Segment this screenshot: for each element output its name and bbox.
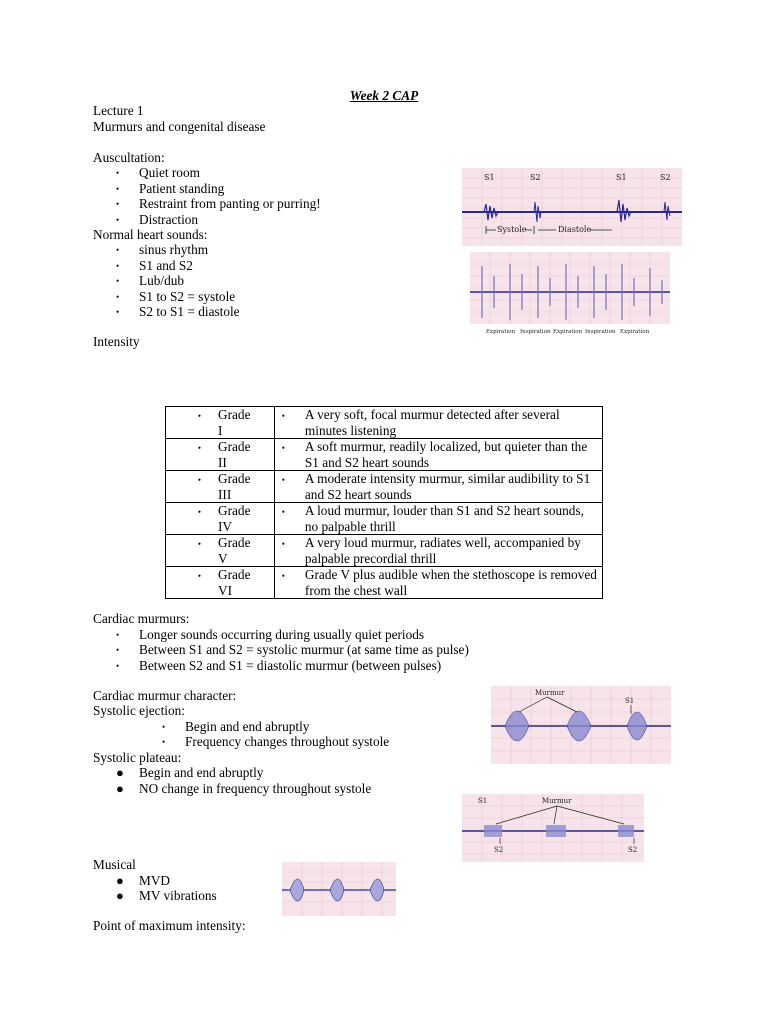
fig2-label-expiration-2: Expiration [553,329,583,335]
musical-murmur-figure [282,862,396,916]
fig2-label-expiration-1: Expiration [486,329,516,335]
fig2-label-expiration-3: Expiration [620,329,650,335]
list-item: • Between S1 and S2 = systolic murmur (at same time as pulse) [116,642,469,657]
table-row [166,535,603,567]
list-item: • Restraint from panting or purring! [116,196,321,211]
grade-cell: • Grade V [166,535,275,567]
lecture-label: Lecture 1 [93,103,144,118]
fig3-s1-label: S1 [625,697,635,705]
list-item: • Between S2 and S1 = diastolic murmur (between pulses) [116,658,442,673]
fig1-label-s1: S1 [484,173,495,182]
list-item: • S1 to S2 = systole [116,289,236,304]
list-item: • Begin and end abruptly [162,719,310,734]
lecture-subtitle: Murmurs and congenital disease [93,119,266,134]
respiration-phonocardiogram-svg [470,252,670,336]
description-cell: • A moderate intensity murmur, similar audibility to S1 and S2 heart sounds [274,471,602,503]
intensity-heading: Intensity [93,334,140,349]
musical-heading: Musical [93,857,136,872]
pmi-heading: Point of maximum intensity: [93,918,246,933]
auscultation-heading: Auscultation: [93,150,165,165]
respiration-phonocardiogram-figure [470,252,670,336]
normal-sounds-heading: Normal heart sounds: [93,227,208,242]
table-row [166,471,603,503]
plateau-murmur-figure [462,794,644,862]
list-item: ● MV vibrations [116,888,217,903]
table-row [166,407,603,439]
ejection-murmur-figure [491,686,671,764]
fig4-s1-label: S1 [478,797,488,805]
table-row [166,503,603,535]
list-item: • Patient standing [116,181,225,196]
fig4-s2-label-a: S2 [494,846,504,854]
fig4-s2-label-b: S2 [628,846,638,854]
description-cell: • A very soft, focal murmur detected after several minutes listening [274,407,602,439]
list-item: • S1 and S2 [116,258,193,273]
list-item: • Lub/dub [116,273,185,288]
description-cell: • Grade V plus audible when the stethoscope is removed from the chest wall [274,567,602,599]
list-item: • Longer sounds occurring during usually quiet periods [116,627,425,642]
description-cell: • A very loud murmur, radiates well, accompanied by palpable precordial thrill [274,535,602,567]
list-item: ● Begin and end abruptly [116,765,264,780]
fig1-label-s2b: S2 [660,173,671,182]
fig1-label-s1b: S1 [616,173,627,182]
description-cell: • A soft murmur, readily localized, but quieter than the S1 and S2 heart sounds [274,439,602,471]
grade-cell: • Grade VI [166,567,275,599]
murmur-character-heading: Cardiac murmur character: [93,688,237,703]
list-item: ● NO change in frequency throughout systole [116,781,372,796]
ejection-murmur-svg [491,686,671,764]
page-title: Week 2 CAP [349,88,419,103]
list-item: • Distraction [116,212,199,227]
murmur-grade-table [165,406,603,599]
grade-cell: • Grade III [166,471,275,503]
grade-cell: • Grade I [166,407,275,439]
systolic-ejection-heading: Systolic ejection: [93,703,185,718]
list-item: • S2 to S1 = diastole [116,304,240,319]
description-cell: • A loud murmur, louder than S1 and S2 heart sounds, no palpable thrill [274,503,602,535]
fig1-systole-label: Systole [497,225,527,234]
grade-cell: • Grade II [166,439,275,471]
fig4-murmur-label: Murmur [542,797,572,805]
fig2-label-inspiration-2: Inspiration [585,329,616,335]
list-item: ● MVD [116,873,171,888]
musical-murmur-svg [282,862,396,916]
cardiac-murmurs-heading: Cardiac murmurs: [93,611,190,626]
phonocardiogram-normal-svg [462,168,682,246]
list-item: • Quiet room [116,165,200,180]
list-item: • sinus rhythm [116,242,209,257]
table-row [166,567,603,599]
phonocardiogram-normal-figure [462,168,682,246]
grade-cell: • Grade IV [166,503,275,535]
fig2-label-inspiration-1: Inspiration [520,329,551,335]
plateau-murmur-svg [462,794,644,862]
systolic-plateau-heading: Systolic plateau: [93,750,182,765]
table-row [166,439,603,471]
list-item: • Frequency changes throughout systole [162,734,390,749]
fig3-murmur-label: Murmur [535,689,565,697]
fig1-diastole-label: Diastole [558,225,592,234]
fig1-label-s2: S2 [530,173,541,182]
